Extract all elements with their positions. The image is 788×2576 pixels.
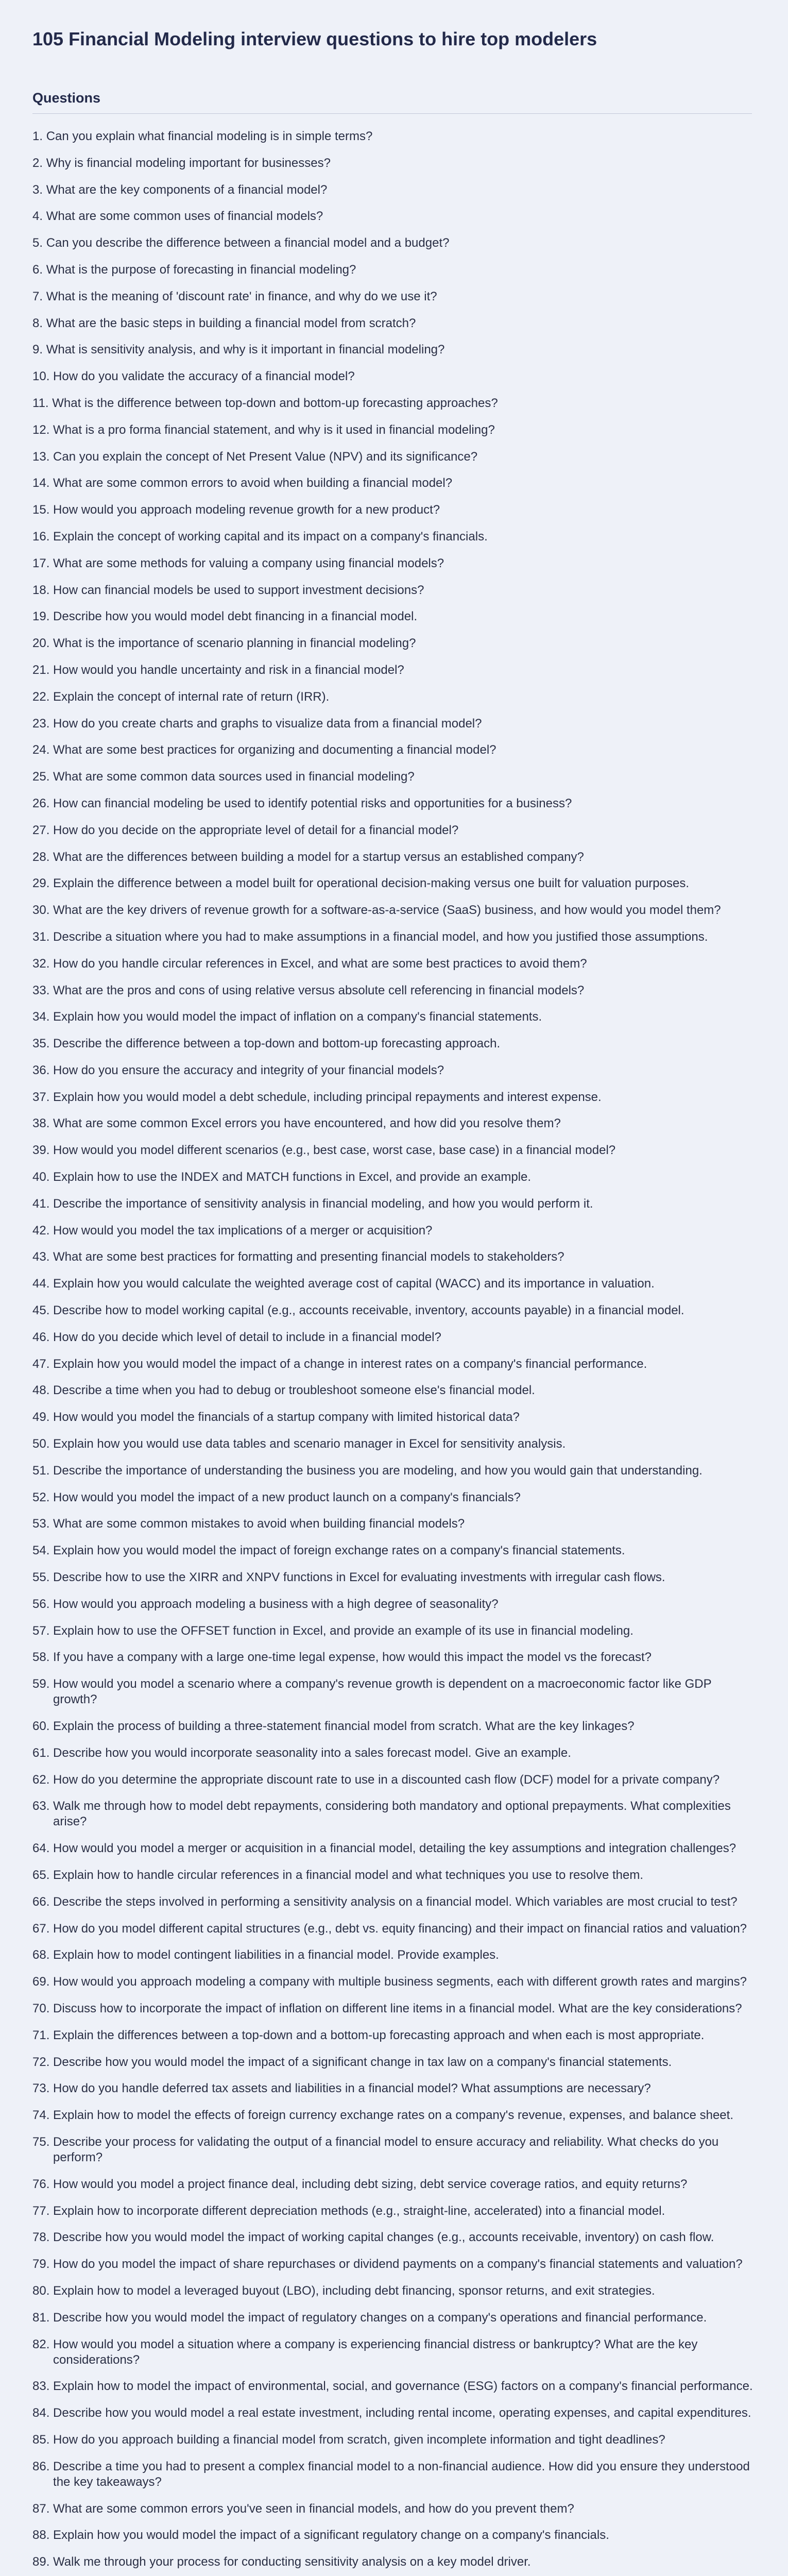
question-item: [32, 342, 753, 358]
question-text: How do you decide which level of detail to include in a financial model?: [53, 1330, 441, 1344]
question-number: 77.: [32, 2204, 54, 2218]
question-item: [32, 1357, 753, 1372]
question-number: 1.: [32, 129, 46, 143]
question-text: How do you approach building a financial model from scratch, given incomplete information and tight deadlines?: [53, 2432, 665, 2447]
question-item: [32, 1570, 753, 1585]
question-text: Walk me through your process for conducting sensitivity analysis on a key model driver.: [53, 2555, 531, 2569]
question-item: [32, 609, 753, 624]
question-text: Explain how to use the INDEX and MATCH functions in Excel, and provide an example.: [53, 1170, 532, 1184]
question-text: Explain how you would use data tables and scenario manager in Excel for sensitivity analysis.: [53, 1437, 566, 1451]
question-number: 25.: [32, 770, 54, 784]
question-number: 17.: [32, 556, 54, 570]
question-text: How would you model the impact of a new product launch on a company's financials?: [53, 1490, 521, 1504]
question-item: [32, 1490, 753, 1505]
question-item: [32, 1170, 753, 1185]
question-number: 49.: [32, 1410, 54, 1425]
question-item: [32, 2230, 753, 2245]
section-heading: Questions: [32, 90, 101, 106]
question-item: [32, 1303, 753, 1318]
question-item: [32, 2432, 753, 2448]
question-text: What are the key drivers of revenue growth for a software-as-a-service (SaaS) business, and how would you model them?: [53, 903, 721, 918]
question-number: 62.: [32, 1772, 54, 1787]
question-number: 6.: [32, 262, 46, 277]
question-number: 80.: [32, 2283, 54, 2298]
question-number: 47.: [32, 1357, 54, 1371]
question-number: 2.: [32, 156, 46, 170]
question-text: Describe how to use the XIRR and XNPV functions in Excel for evaluating investments with irregular cash flows.: [53, 1570, 665, 1585]
question-item: [32, 502, 753, 518]
question-text: Walk me through how to model debt repayments, considering both mandatory and optional prepayments. What complexities arise?: [53, 1799, 731, 1829]
question-item: [32, 1947, 753, 1963]
question-number: 15.: [32, 503, 54, 517]
question-number: 13.: [32, 449, 54, 464]
question-text: Discuss how to incorporate the impact of inflation on different line items in a financial model. What are the key considerations?: [53, 2001, 742, 2015]
question-text: How do you determine the appropriate discount rate to use in a discounted cash flow (DCF) model for a private company?: [53, 1772, 720, 1787]
question-text: How would you handle uncertainty and risk in a financial model?: [53, 663, 404, 677]
question-item: [32, 289, 753, 304]
question-text: What are some common uses of financial models?: [46, 209, 323, 224]
question-number: 31.: [32, 929, 54, 944]
question-text: How do you model different capital structures (e.g., debt vs. equity financing) and their impact on financial ratios and valuation?: [53, 1921, 747, 1936]
question-item: [32, 1330, 753, 1345]
question-text: Describe the importance of sensitivity analysis in financial modeling, and how you would perform it.: [53, 1196, 593, 1211]
question-number: 82.: [32, 2337, 54, 2351]
question-text: Explain the differences between a top-down and a bottom-up forecasting approach and when each is most appropriate.: [53, 2028, 705, 2042]
question-item: [32, 529, 753, 545]
question-item: [32, 876, 753, 891]
question-number: 52.: [32, 1490, 54, 1504]
question-number: 72.: [32, 2055, 54, 2069]
question-text: Explain how to model contingent liabilities in a financial model. Provide examples.: [53, 1948, 499, 1962]
question-text: How would you model the financials of a startup company with limited historical data?: [53, 1410, 520, 1425]
question-number: 39.: [32, 1143, 54, 1158]
question-number: 46.: [32, 1330, 54, 1344]
question-item: [32, 556, 753, 571]
question-item: [32, 2081, 753, 2096]
question-item: [32, 689, 753, 705]
question-item: [32, 2528, 753, 2543]
question-item: [32, 583, 753, 598]
question-item: [32, 129, 753, 144]
question-number: 41.: [32, 1196, 54, 1211]
question-item: [32, 1276, 753, 1292]
question-item: [32, 1650, 753, 1665]
question-item: [32, 262, 753, 278]
question-item: [32, 1383, 753, 1398]
question-text: Describe a time when you had to debug or troubleshoot someone else's financial model.: [53, 1383, 535, 1398]
question-item: [32, 1009, 753, 1025]
question-number: 23.: [32, 716, 54, 731]
question-number: 85.: [32, 2432, 54, 2447]
question-number: 3.: [32, 182, 46, 197]
question-text: How do you model the impact of share repurchases or dividend payments on a company's financial statements and valuation?: [53, 2257, 743, 2272]
question-number: 37.: [32, 1090, 54, 1104]
question-text: Explain how to incorporate different depreciation methods (e.g., straight-line, accelerated) into a financial model.: [53, 2204, 665, 2218]
question-text: How do you ensure the accuracy and integrity of your financial models?: [53, 1063, 444, 1077]
question-number: 28.: [32, 850, 54, 864]
question-number: 34.: [32, 1010, 54, 1024]
question-text: What are the differences between building a model for a startup versus an established company?: [53, 850, 584, 864]
question-text: How would you model a merger or acquisition in a financial model, detailing the key assumptions and integration challenges?: [53, 1841, 736, 1856]
question-text: What is the difference between top-down and bottom-up forecasting approaches?: [52, 396, 498, 410]
question-number: 27.: [32, 823, 54, 837]
question-text: Explain how you would model a debt schedule, including principal repayments and interest expense.: [53, 1090, 602, 1104]
question-number: 11.: [32, 396, 53, 410]
question-number: 33.: [32, 983, 54, 997]
question-number: 57.: [32, 1623, 54, 1638]
question-text: What are the basic steps in building a financial model from scratch?: [46, 316, 416, 330]
question-number: 50.: [32, 1437, 54, 1451]
question-text: How would you approach modeling revenue growth for a new product?: [53, 503, 440, 517]
question-number: 56.: [32, 1597, 54, 1611]
question-list: [32, 129, 753, 2576]
question-number: 36.: [32, 1063, 54, 1077]
question-text: Explain the process of building a three-statement financial model from scratch. What are the key linkages?: [53, 1719, 635, 1734]
question-item: [32, 1772, 753, 1788]
question-item: [32, 850, 753, 865]
question-number: 10.: [32, 369, 54, 384]
question-item: [32, 2257, 753, 2272]
question-text: How do you handle deferred tax assets and liabilities in a financial model? What assumptions are necessary?: [53, 2081, 651, 2096]
question-text: Explain how you would model the impact of inflation on a company's financial statements.: [53, 1010, 542, 1024]
question-text: How do you decide on the appropriate level of detail for a financial model?: [53, 823, 459, 837]
question-item: [32, 1921, 753, 1937]
question-text: How can financial models be used to support investment decisions?: [53, 583, 424, 597]
question-number: 84.: [32, 2406, 54, 2420]
question-text: Explain how to model the effects of foreign currency exchange rates on a company's revenue, expenses, and balance sheet.: [53, 2108, 733, 2123]
question-number: 67.: [32, 1921, 54, 1936]
question-item: [32, 2001, 753, 2016]
question-number: 60.: [32, 1719, 54, 1734]
question-text: What are some common mistakes to avoid when building financial models?: [53, 1517, 465, 1531]
question-item: [32, 1036, 753, 1052]
question-text: Describe how to model working capital (e.g., accounts receivable, inventory, accounts payable) in a financial model.: [53, 1303, 684, 1318]
question-text: What are some common errors you've seen in financial models, and how do you prevent them?: [53, 2501, 574, 2516]
question-number: 87.: [32, 2501, 54, 2516]
question-number: 79.: [32, 2257, 54, 2272]
question-text: How would you model a project finance deal, including debt sizing, debt service coverage ratios, and equity returns?: [53, 2177, 688, 2191]
question-text: How would you model the tax implications of a merger or acquisition?: [53, 1223, 433, 1238]
question-item: [32, 823, 753, 838]
question-text: Describe the importance of understanding the business you are modeling, and how you would gain that understanding.: [53, 1463, 703, 1478]
question-item: [32, 742, 753, 758]
question-number: 40.: [32, 1170, 54, 1184]
question-text: What are the pros and cons of using relative versus absolute cell referencing in financial models?: [53, 983, 585, 997]
question-number: 24.: [32, 743, 54, 757]
question-number: 64.: [32, 1841, 54, 1856]
question-number: 38.: [32, 1116, 54, 1131]
question-number: 20.: [32, 636, 54, 651]
question-text: Can you describe the difference between a financial model and a budget?: [46, 236, 450, 250]
question-text: Explain how to model a leveraged buyout (LBO), including debt financing, sponsor returns, and exit strategies.: [53, 2283, 655, 2298]
question-item: [32, 2055, 753, 2070]
question-number: 81.: [32, 2310, 54, 2325]
question-text: Describe a time you had to present a complex financial model to a non-financial audience. How did you ensure they understood the key takeaways?: [53, 2459, 750, 2489]
question-number: 8.: [32, 316, 46, 330]
question-number: 9.: [32, 343, 46, 357]
question-number: 44.: [32, 1277, 54, 1291]
question-text: How would you model a scenario where a company's revenue growth is dependent on a macroeconomic factor like GDP growth?: [53, 1677, 712, 1707]
question-item: [32, 396, 753, 411]
question-item: [32, 182, 753, 198]
question-item: [32, 2310, 753, 2326]
question-number: 66.: [32, 1894, 54, 1909]
question-text: Explain the concept of internal rate of return (IRR).: [53, 689, 330, 704]
question-number: 70.: [32, 2001, 54, 2015]
question-item: [32, 476, 753, 491]
question-item: [32, 2177, 753, 2192]
question-text: Describe the steps involved in performing a sensitivity analysis on a financial model. Which variables are most crucial to test?: [53, 1894, 738, 1909]
question-number: 42.: [32, 1223, 54, 1238]
question-item: [32, 796, 753, 811]
question-number: 16.: [32, 529, 54, 544]
question-number: 55.: [32, 1570, 54, 1585]
question-item: [32, 235, 753, 251]
question-text: How would you model different scenarios (e.g., best case, worst case, base case) in a financial model?: [53, 1143, 616, 1158]
question-item: [32, 209, 753, 224]
question-number: 35.: [32, 1037, 54, 1051]
question-text: What is the meaning of 'discount rate' in finance, and why do we use it?: [46, 289, 437, 303]
question-text: Describe how you would model the impact of regulatory changes on a company's operations and financial performance.: [53, 2310, 707, 2325]
question-number: 73.: [32, 2081, 54, 2096]
question-item: [32, 956, 753, 972]
question-text: What is sensitivity analysis, and why is it important in financial modeling?: [46, 343, 445, 357]
question-text: How can financial modeling be used to identify potential risks and opportunities for a business?: [53, 796, 572, 810]
question-text: Describe a situation where you had to make assumptions in a financial model, and how you justified those assumptions.: [53, 929, 708, 944]
question-item: [32, 1868, 753, 1883]
question-text: What are some common errors to avoid when building a financial model?: [53, 476, 453, 490]
question-number: 53.: [32, 1517, 54, 1531]
page-title: 105 Financial Modeling interview questions to hire top modelers: [32, 28, 597, 49]
question-text: Explain the concept of working capital and its impact on a company's financials.: [53, 529, 488, 544]
question-item: [32, 636, 753, 651]
question-number: 83.: [32, 2379, 54, 2394]
question-text: Describe the difference between a top-down and bottom-up forecasting approach.: [53, 1037, 501, 1051]
question-number: 68.: [32, 1948, 54, 1962]
question-item: [32, 2134, 753, 2165]
question-number: 30.: [32, 903, 54, 918]
question-number: 74.: [32, 2108, 54, 2123]
question-text: Describe how you would incorporate seasonality into a sales forecast model. Give an example.: [53, 1745, 571, 1760]
question-text: If you have a company with a large one-time legal expense, how would this impact the model vs the forecast?: [53, 1650, 652, 1665]
question-number: 4.: [32, 209, 46, 224]
question-item: [32, 2283, 753, 2299]
question-number: 78.: [32, 2230, 54, 2245]
question-number: 58.: [32, 1650, 54, 1665]
question-text: What are some best practices for formatting and presenting financial models to stakeholders?: [53, 1250, 564, 1264]
question-text: What are some common data sources used in financial modeling?: [53, 770, 415, 784]
question-text: Can you explain what financial modeling is in simple terms?: [46, 129, 373, 143]
question-item: [32, 1116, 753, 1131]
question-text: What are some common Excel errors you have encountered, and how did you resolve them?: [53, 1116, 561, 1131]
question-item: [32, 1623, 753, 1639]
question-number: 26.: [32, 796, 54, 810]
question-number: 88.: [32, 2528, 54, 2543]
question-text: Describe how you would model the impact of a significant change in tax law on a company's financial statements.: [53, 2055, 672, 2069]
question-text: How do you create charts and graphs to visualize data from a financial model?: [53, 716, 482, 731]
question-item: [32, 1543, 753, 1558]
question-item: [32, 983, 753, 998]
question-item: [32, 2108, 753, 2123]
question-item: [32, 1090, 753, 1105]
question-number: 51.: [32, 1463, 54, 1478]
question-number: 59.: [32, 1677, 54, 1691]
question-item: [32, 1676, 753, 1707]
question-item: [32, 1799, 753, 1829]
question-item: [32, 1063, 753, 1078]
question-item: [32, 716, 753, 732]
question-item: [32, 1894, 753, 1910]
question-item: [32, 903, 753, 918]
question-item: [32, 1196, 753, 1212]
question-text: Why is financial modeling important for businesses?: [46, 156, 331, 170]
question-number: 76.: [32, 2177, 54, 2191]
question-text: Describe how you would model a real estate investment, including rental income, operating expenses, and capital expenditures.: [53, 2406, 751, 2420]
question-item: [32, 1143, 753, 1158]
question-text: Explain how you would model the impact of foreign exchange rates on a company's financial statements.: [53, 1544, 625, 1558]
question-number: 14.: [32, 476, 54, 490]
question-item: [32, 1410, 753, 1425]
question-text: What is a pro forma financial statement, and why is it used in financial modeling?: [53, 422, 495, 437]
question-item: [32, 2204, 753, 2219]
question-item: [32, 769, 753, 785]
question-text: Explain how you would calculate the weighted average cost of capital (WACC) and its importance in valuation.: [53, 1277, 655, 1291]
question-text: Explain how to handle circular references in a financial model and what techniques you use to resolve them.: [53, 1868, 644, 1882]
question-item: [32, 2337, 753, 2368]
question-number: 19.: [32, 609, 54, 624]
question-item: [32, 316, 753, 331]
question-text: How do you validate the accuracy of a financial model?: [53, 369, 355, 384]
question-item: [32, 369, 753, 384]
question-number: 71.: [32, 2028, 54, 2042]
question-text: Describe your process for validating the output of a financial model to ensure accuracy and reliability. What checks do you perform?: [53, 2134, 719, 2164]
question-item: [32, 929, 753, 945]
question-text: Explain the difference between a model built for operational decision-making versus one built for valuation purposes.: [53, 876, 689, 891]
question-text: Explain how to use the OFFSET function in Excel, and provide an example of its use in financial modeling.: [53, 1623, 633, 1638]
question-text: Describe how you would model debt financing in a financial model.: [53, 609, 418, 624]
question-item: [32, 1597, 753, 1612]
question-item: [32, 1974, 753, 1990]
question-number: 12.: [32, 422, 54, 437]
question-item: [32, 1719, 753, 1734]
question-number: 61.: [32, 1745, 54, 1760]
question-number: 86.: [32, 2459, 54, 2473]
question-text: What is the importance of scenario planning in financial modeling?: [53, 636, 416, 651]
question-item: [32, 2554, 753, 2570]
question-number: 32.: [32, 956, 54, 971]
question-number: 18.: [32, 583, 54, 597]
question-item: [32, 2501, 753, 2517]
question-number: 63.: [32, 1799, 54, 1814]
question-number: 43.: [32, 1250, 54, 1264]
question-number: 22.: [32, 689, 54, 704]
question-item: [32, 1516, 753, 1532]
question-item: [32, 2379, 753, 2394]
question-number: 48.: [32, 1383, 54, 1398]
question-item: [32, 2405, 753, 2421]
question-text: What is the purpose of forecasting in financial modeling?: [46, 262, 356, 277]
question-text: What are some best practices for organizing and documenting a financial model?: [53, 743, 496, 757]
question-item: [32, 449, 753, 465]
question-text: Explain how you would model the impact of a significant regulatory change on a company's financials.: [53, 2528, 609, 2543]
question-item: [32, 1223, 753, 1239]
question-item: [32, 1841, 753, 1856]
question-text: How would you approach modeling a business with a high degree of seasonality?: [53, 1597, 499, 1611]
section-divider: [32, 113, 752, 114]
question-number: 5.: [32, 236, 46, 250]
question-text: How would you model a situation where a company is experiencing financial distress or bankruptcy? What are the key considerations?: [53, 2337, 698, 2367]
question-text: How do you handle circular references in Excel, and what are some best practices to avoid them?: [53, 956, 587, 971]
question-number: 29.: [32, 876, 54, 891]
question-number: 75.: [32, 2134, 54, 2149]
question-text: What are some methods for valuing a company using financial models?: [53, 556, 444, 570]
question-item: [32, 663, 753, 678]
question-item: [32, 156, 753, 171]
question-text: Can you explain the concept of Net Present Value (NPV) and its significance?: [53, 449, 478, 464]
question-number: 65.: [32, 1868, 54, 1882]
question-number: 69.: [32, 1975, 54, 1989]
question-number: 21.: [32, 663, 54, 677]
question-item: [32, 1463, 753, 1479]
question-item: [32, 1249, 753, 1265]
question-item: [32, 422, 753, 438]
question-number: 45.: [32, 1303, 54, 1318]
question-text: What are the key components of a financial model?: [46, 182, 328, 197]
question-item: [32, 1436, 753, 1452]
question-text: Explain how to model the impact of environmental, social, and governance (ESG) factors on a company's financial performance.: [53, 2379, 753, 2394]
question-item: [32, 1745, 753, 1761]
question-number: 7.: [32, 289, 46, 303]
question-number: 89.: [32, 2555, 54, 2569]
question-item: [32, 2459, 753, 2490]
question-number: 54.: [32, 1544, 54, 1558]
question-item: [32, 2028, 753, 2043]
question-text: How would you approach modeling a company with multiple business segments, each with different growth rates and margins?: [53, 1975, 747, 1989]
question-text: Explain how you would model the impact of a change in interest rates on a company's financial performance.: [53, 1357, 647, 1371]
question-text: Describe how you would model the impact of working capital changes (e.g., accounts receivable, inventory) on cash flow.: [53, 2230, 714, 2245]
